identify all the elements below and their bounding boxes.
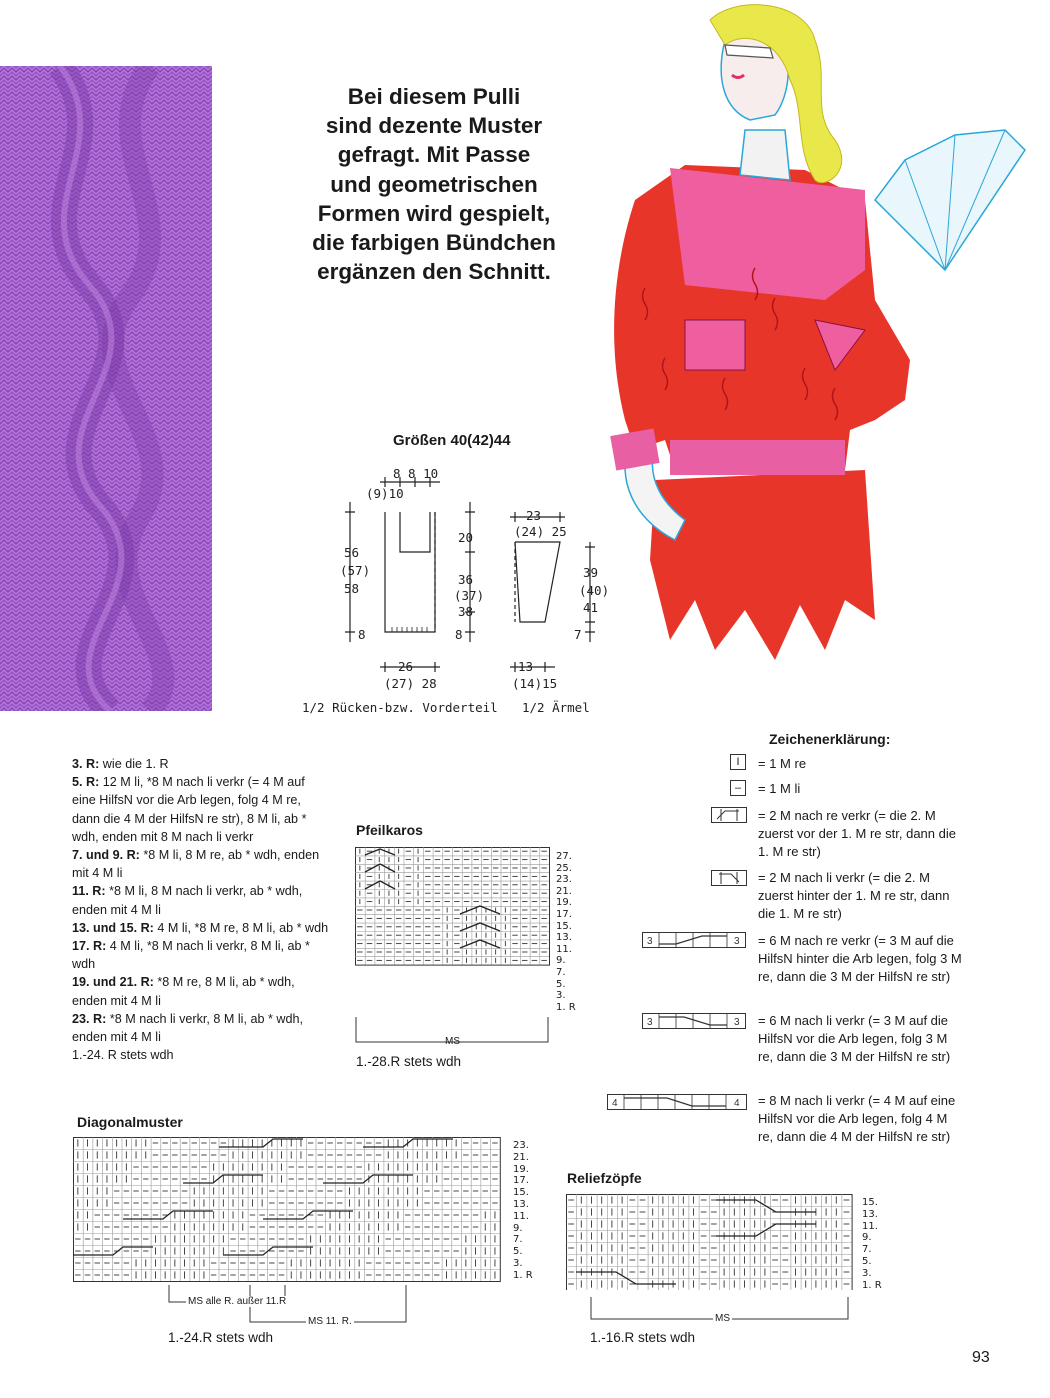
purl-symbol-icon: – [730, 780, 746, 796]
sleeve-bottom-1: 13 [518, 659, 534, 674]
row-number: 9. [556, 955, 566, 967]
row-number: 5. [862, 1256, 872, 1267]
legend-item: = 1 M li [758, 781, 801, 796]
pfeilkaros-caption: 1.-28.R stets wdh [356, 1054, 462, 1069]
dim-width-1: 26 [398, 659, 414, 674]
intro-line: Formen wird gespielt, [317, 200, 551, 226]
size-schematic [300, 462, 620, 722]
row-number: 27. [556, 851, 572, 862]
diagonal-caption: 1.-24.R stets wdh [168, 1330, 274, 1345]
row-number: 17. [513, 1175, 529, 1187]
row-instruction: 13. und 15. R: 4 M li, *8 M re, 8 M li, ab * wdh [72, 920, 329, 935]
cable-cross [219, 1139, 303, 1147]
row-number: 15. [862, 1197, 878, 1208]
cross-right-icon [711, 807, 747, 823]
cable-8-left-icon [607, 1094, 747, 1110]
cable-cross [460, 906, 500, 914]
cable-cross [460, 940, 500, 948]
intro-line: sind dezente Muster [325, 113, 543, 139]
sleeve-rib: 7 [574, 627, 582, 642]
knit-sample-photo [0, 66, 212, 711]
row-number: 17. [556, 909, 572, 920]
sleeve-label: 1/2 Ärmel [522, 700, 590, 715]
cable-6-right-icon [642, 932, 746, 948]
knit-symbol-icon: I [730, 754, 746, 770]
diagonal-ms-11: MS 11. R. [308, 1316, 352, 1327]
intro-line: und geometrischen [330, 171, 538, 197]
dim-width-2: (27) 28 [384, 676, 437, 691]
row-instruction: 19. und 21. R: *8 M re, 8 M li, ab * wdh, enden mit 4 M li [72, 975, 295, 1008]
relief-caption: 1.-16.R stets wdh [590, 1330, 696, 1345]
row-number: 11. [556, 943, 572, 955]
row-number: 9. [862, 1232, 872, 1244]
row-number: 11. [513, 1210, 529, 1222]
cable-cross [460, 923, 500, 931]
row-instruction: 7. und 9. R: *8 M li, 8 M re, ab * wdh, enden mit 4 M li [72, 848, 320, 881]
row-instruction: 11. R: *8 M li, 8 M nach li verkr, ab * wdh, enden mit 4 M li [72, 884, 303, 917]
row-number: 5. [513, 1246, 523, 1258]
row-number: 7. [513, 1234, 523, 1246]
relief-row-labels [862, 1197, 902, 1307]
row-number: 1. R [862, 1279, 882, 1291]
sleeve-length-1: 39 [583, 565, 599, 580]
row-number: 21. [513, 1151, 529, 1163]
row-number: 15. [556, 920, 572, 932]
row-instruction: 1.-24. R stets wdh [72, 1048, 174, 1063]
svg-text:3: 3 [734, 1017, 740, 1028]
diagonal-ms-all: MS alle R. außer 11.R [188, 1296, 287, 1307]
pfeilkaros-row-labels [556, 851, 596, 1021]
cable-cross [365, 849, 395, 855]
row-number: 3. [556, 990, 566, 1002]
row-number: 9. [513, 1222, 523, 1234]
row-number: 1. R [513, 1269, 533, 1281]
legend-item: = 6 M nach re verkr (= 3 M auf die HilfsN hinter die Arb legen, folg 3 M re, dann die 3 M der HilfsN re str) [758, 933, 962, 984]
dim-top-a: 8 8 10 [393, 466, 439, 481]
relief-ms: MS [715, 1313, 730, 1324]
legend-item: = 1 M re [758, 756, 807, 771]
pfeilkaros-title: Pfeilkaros [356, 822, 423, 838]
sleeve-top-1: 23 [526, 508, 542, 523]
row-number: 7. [862, 1244, 872, 1256]
row-number: 13. [513, 1199, 529, 1210]
row-instruction: 17. R: 4 M li, *8 M nach li verkr, 8 M li, ab * wdh [72, 939, 310, 972]
relief-title: Reliefzöpfe [567, 1170, 642, 1186]
row-number: 13. [862, 1208, 878, 1220]
dim-yoke: 20 [458, 530, 474, 545]
dim-side-2: (37) [454, 588, 485, 603]
intro-text [288, 82, 580, 286]
legend-item: = 2 M nach li verkr (= die 2. M zuerst hinter der 1. M re str, dann die 1. M re str) [758, 870, 950, 921]
row-number: 23. [556, 874, 572, 886]
dim-side-1: 36 [458, 572, 474, 587]
row-number: 7. [556, 967, 566, 978]
row-number: 11. [862, 1220, 878, 1232]
sleeve-bottom-2: (14)15 [512, 676, 558, 691]
diagonal-chart [73, 1137, 503, 1285]
pfeilkaros-ms: MS [445, 1036, 460, 1047]
fashion-illustration [575, 0, 1045, 660]
svg-text:3: 3 [734, 936, 740, 947]
sizes-title: Größen 40(42)44 [393, 432, 511, 449]
legend-item: = 8 M nach li verkr (= 4 M auf eine HilfsN vor die Arb legen, folg 4 M re, dann die 4 M der HilfsN re str) [758, 1093, 956, 1144]
pfeilkaros-chart [355, 847, 550, 967]
dim-height-3: 58 [344, 581, 360, 596]
page-number: 93 [972, 1349, 990, 1366]
intro-line: ergänzen den Schnitt. [317, 259, 551, 285]
row-instructions [72, 755, 330, 1064]
row-instruction: 5. R: 12 M li, *8 M nach li verkr (= 4 M auf eine HilfsN vor die Arb legen, folg 4 M re, dann die 4 M der HilfsN re str), 8 M li, ab * wdh, enden mit 8 M nach li verkr [72, 775, 307, 844]
relief-chart [566, 1194, 856, 1290]
svg-text:3: 3 [647, 936, 653, 947]
row-number: 3. [513, 1258, 523, 1269]
dim-height-2: (57) [340, 563, 371, 578]
body-label: 1/2 Rücken-bzw. Vorderteil [302, 700, 498, 715]
legend-item: = 2 M nach re verkr (= die 2. M zuerst vor der 1. M re str, dann die 1. M re str) [758, 808, 956, 859]
row-number: 13. [556, 932, 572, 944]
row-number: 19. [513, 1163, 529, 1175]
sleeve-length-2: (40) [579, 583, 610, 598]
intro-line: die farbigen Bündchen [312, 230, 556, 256]
dim-rib-right: 8 [455, 627, 463, 642]
row-number: 21. [556, 885, 572, 897]
row-number: 15. [513, 1187, 529, 1199]
row-number: 1. R [556, 1001, 576, 1013]
row-number: 25. [556, 862, 572, 874]
diagonal-title: Diagonalmuster [77, 1114, 183, 1130]
svg-text:3: 3 [647, 1017, 653, 1028]
cross-left-icon [711, 870, 747, 886]
dim-side-3: 38 [458, 604, 474, 619]
row-number: 19. [556, 897, 572, 909]
cable-6-left-icon [642, 1013, 746, 1029]
intro-line: gefragt. Mit Passe [337, 142, 531, 168]
row-number: 23. [513, 1140, 529, 1151]
row-instruction: 23. R: *8 M nach li verkr, 8 M li, ab * wdh, enden mit 4 M li [72, 1011, 303, 1045]
cable-cross [576, 1272, 676, 1284]
legend-item: = 6 M nach li verkr (= 3 M auf die HilfsN vor die Arb legen, folg 3 M re, dann die 3 M der HilfsN re str) [758, 1013, 951, 1064]
diagonal-row-labels [513, 1140, 553, 1290]
row-number: 5. [556, 978, 566, 990]
row-number: 3. [862, 1267, 872, 1279]
svg-text:4: 4 [734, 1098, 740, 1109]
dim-rib-left: 8 [358, 627, 366, 642]
row-instruction: 3. R: wie die 1. R [72, 757, 169, 771]
sleeve-top-2: (24) 25 [514, 524, 567, 539]
dim-top-b: (9)10 [366, 486, 404, 501]
legend-title: Zeichenerklärung: [769, 731, 891, 747]
dim-height-1: 56 [344, 545, 360, 560]
intro-line: Bei diesem Pulli [347, 84, 521, 109]
sleeve-length-3: 41 [583, 600, 599, 615]
svg-text:4: 4 [612, 1098, 618, 1109]
cable-cross [323, 1175, 413, 1183]
